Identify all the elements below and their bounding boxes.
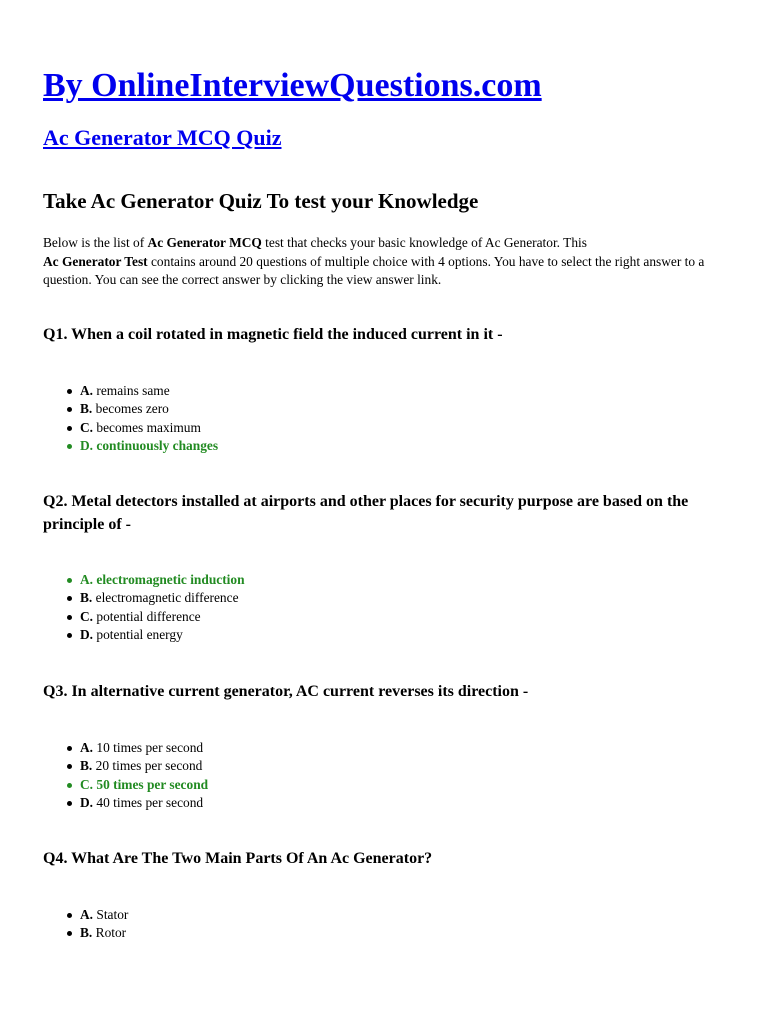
intro-bold-1: Ac Generator MCQ [147, 235, 262, 250]
option-d[interactable] [80, 794, 208, 812]
question-3-options [43, 739, 208, 812]
question-2-options [43, 571, 245, 644]
section-heading: Take Ac Generator Quiz To test your Knowledge [43, 189, 479, 213]
question-4: Q4. What Are The Two Main Parts Of An Ac Generator? [43, 850, 433, 867]
intro-text-2: test that checks your basic knowledge of Ac Generator. This [261, 235, 587, 250]
option-text: 10 times per second [96, 740, 204, 755]
option-text: becomes zero [95, 401, 169, 417]
question-1: Q1. When a coil rotated in magnetic field the induced current in it - [43, 326, 503, 343]
option-b[interactable] [80, 924, 128, 942]
question-3: Q3. In alternative current generator, AC current reverses its direction - [43, 683, 529, 700]
option-text: 20 times per second [95, 758, 203, 774]
option-c[interactable] [80, 608, 245, 626]
option-letter: B. [80, 401, 93, 417]
option-letter: A. [80, 572, 94, 587]
quiz-title [43, 124, 281, 152]
intro-bold-2: Ac Generator Test [43, 253, 148, 269]
option-letter: A. [80, 383, 94, 398]
option-text: potential difference [96, 608, 201, 624]
option-letter: D. [80, 626, 94, 642]
option-text: Stator [96, 907, 129, 922]
option-b[interactable] [80, 757, 208, 775]
option-c-correct[interactable] [80, 776, 208, 794]
question-4-options [43, 906, 128, 943]
option-letter: D. [80, 794, 94, 810]
option-letter: B. [80, 925, 93, 941]
option-letter: A. [80, 740, 94, 755]
option-a-correct[interactable] [80, 571, 245, 589]
option-a[interactable] [80, 739, 208, 757]
option-letter: B. [80, 758, 93, 774]
option-text: 50 times per second [96, 776, 209, 792]
option-letter: A. [80, 907, 94, 922]
intro-paragraph [43, 234, 733, 290]
option-text: electromagnetic difference [95, 590, 239, 606]
site-link[interactable]: By OnlineInterviewQuestions.com [43, 67, 542, 104]
option-letter: B. [80, 590, 93, 606]
option-letter: C. [80, 776, 94, 792]
intro-text-1: Below is the list of [43, 235, 148, 250]
quiz-link[interactable]: Ac Generator MCQ Quiz [43, 125, 282, 150]
option-letter: C. [80, 608, 94, 624]
option-text: remains same [96, 383, 170, 398]
intro-text-3: contains around 20 questions of multiple choice with 4 options. You have to select the right answer to a question. You can see the correct answer by clicking the view answer link. [43, 253, 705, 287]
option-text: becomes maximum [96, 419, 201, 435]
option-d[interactable] [80, 626, 245, 644]
question-2: Q2. Metal detectors installed at airports and other places for security purpose are based on the principle of - [43, 493, 689, 533]
option-a[interactable] [80, 382, 218, 400]
option-letter: D. [80, 437, 94, 453]
site-title [43, 66, 542, 106]
option-a[interactable] [80, 906, 128, 924]
option-b[interactable] [80, 400, 218, 418]
option-c[interactable] [80, 419, 218, 437]
option-text: potential energy [96, 626, 183, 642]
option-text: electromagnetic induction [96, 572, 245, 587]
option-b[interactable] [80, 589, 245, 607]
option-text: continuously changes [96, 437, 219, 453]
option-d-correct[interactable] [80, 437, 218, 455]
option-letter: C. [80, 419, 94, 435]
option-text: Rotor [95, 925, 127, 941]
option-text: 40 times per second [96, 794, 204, 810]
question-1-options [43, 382, 218, 455]
